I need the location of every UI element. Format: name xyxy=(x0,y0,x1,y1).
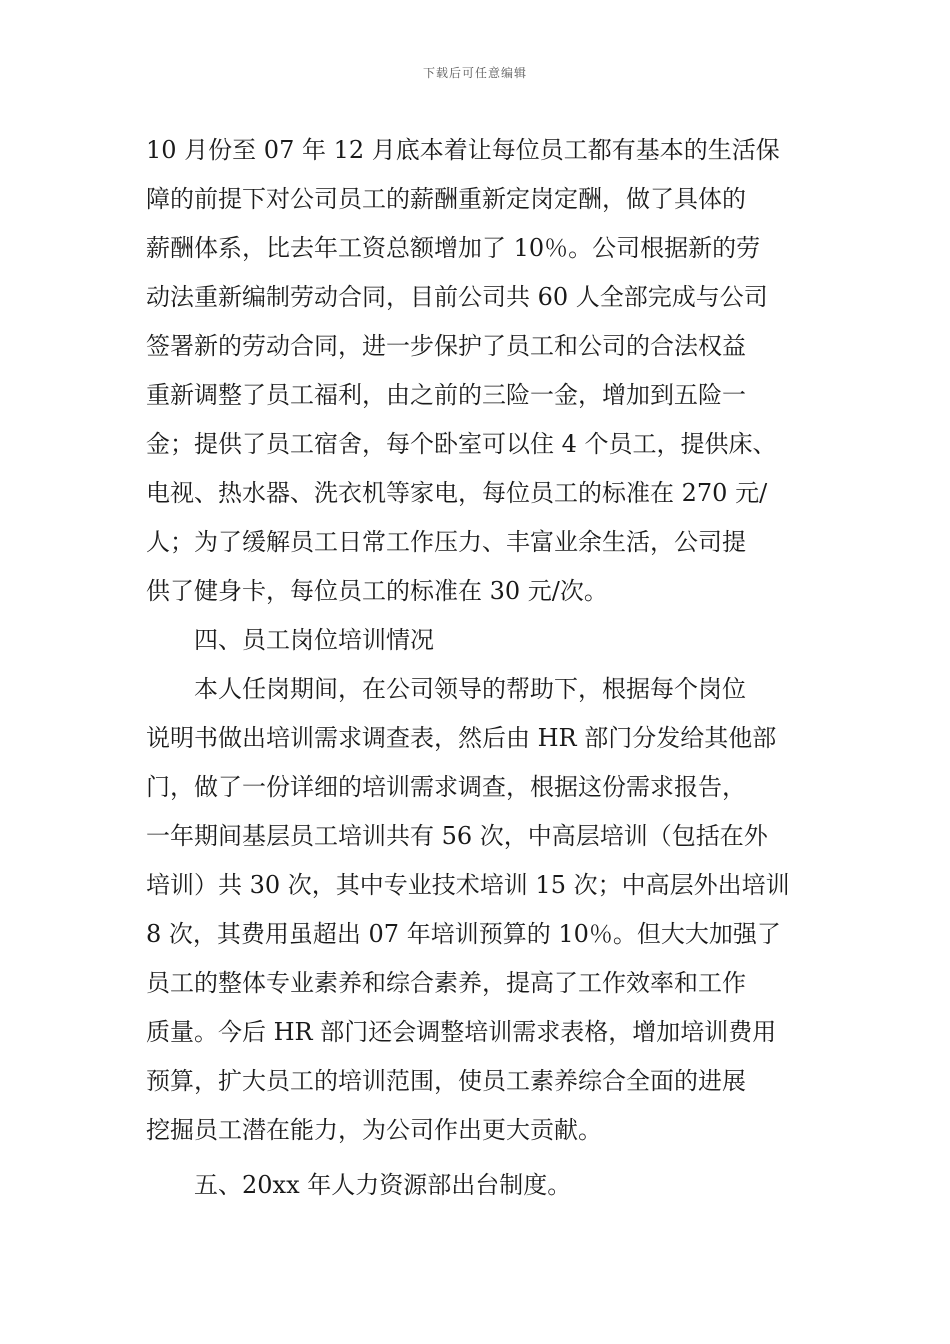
page-header: 下载后可任意编辑 xyxy=(422,66,527,80)
text-line: 签署新的劳动合同，进一步保护了员工和公司的合法权益 xyxy=(146,332,746,360)
heading-text: 五、20xx 年人力资源部出台制度。 xyxy=(194,1171,572,1199)
text-line: 8 次，其费用虽超出 07 年培训预算的 10％。但大大加强了 xyxy=(146,920,781,948)
text-line: 重新调整了员工福利，由之前的三险一金，增加到五险一 xyxy=(146,381,746,409)
text-line: 预算，扩大员工的培训范围，使员工素养综合全面的进展 xyxy=(146,1067,746,1095)
heading-text: 四、员工岗位培训情况 xyxy=(194,626,434,654)
text-line: 质量。今后 HR 部门还会调整培训需求表格，增加培训费用 xyxy=(146,1018,777,1046)
text-line: 金；提供了员工宿舍，每个卧室可以住 4 个员工，提供床、 xyxy=(146,430,777,458)
paragraph-salary-benefits xyxy=(146,126,810,616)
text-line: 薪酬体系，比去年工资总额增加了 10％。公司根据新的劳 xyxy=(146,234,761,262)
text-line: 挖掘员工潜在能力，为公司作出更大贡献。 xyxy=(146,1116,602,1144)
text-line: 培训）共 30 次，其中专业技术培训 15 次；中高层外出培训 xyxy=(146,871,790,899)
section-heading-policies xyxy=(146,1161,810,1210)
text-line: 障的前提下对公司员工的薪酬重新定岗定酬，做了具体的 xyxy=(146,185,746,213)
text-line: 一年期间基层员工培训共有 56 次，中高层培训（包括在外 xyxy=(146,822,768,850)
text-line: 人；为了缓解员工日常工作压力、丰富业余生活，公司提 xyxy=(146,528,746,556)
text-line: 10 月份至 07 年 12 月底本着让每位员工都有基本的生活保 xyxy=(146,136,780,164)
text-line: 说明书做出培训需求调查表，然后由 HR 部门分发给其他部 xyxy=(146,724,777,752)
text-line: 动法重新编制劳动合同，目前公司共 60 人全部完成与公司 xyxy=(146,283,768,311)
paragraph-training-details xyxy=(146,665,810,1155)
text-line: 本人任岗期间，在公司领导的帮助下，根据每个岗位 xyxy=(194,675,746,703)
text-line: 门，做了一份详细的培训需求调查，根据这份需求报告， xyxy=(146,773,746,801)
section-heading-training xyxy=(146,616,810,665)
text-line: 员工的整体专业素养和综合素养，提高了工作效率和工作 xyxy=(146,969,746,997)
text-line: 电视、热水器、洗衣机等家电，每位员工的标准在 270 元/ xyxy=(146,479,768,507)
document-body xyxy=(146,126,810,1210)
text-line: 供了健身卡，每位员工的标准在 30 元/次。 xyxy=(146,577,608,605)
